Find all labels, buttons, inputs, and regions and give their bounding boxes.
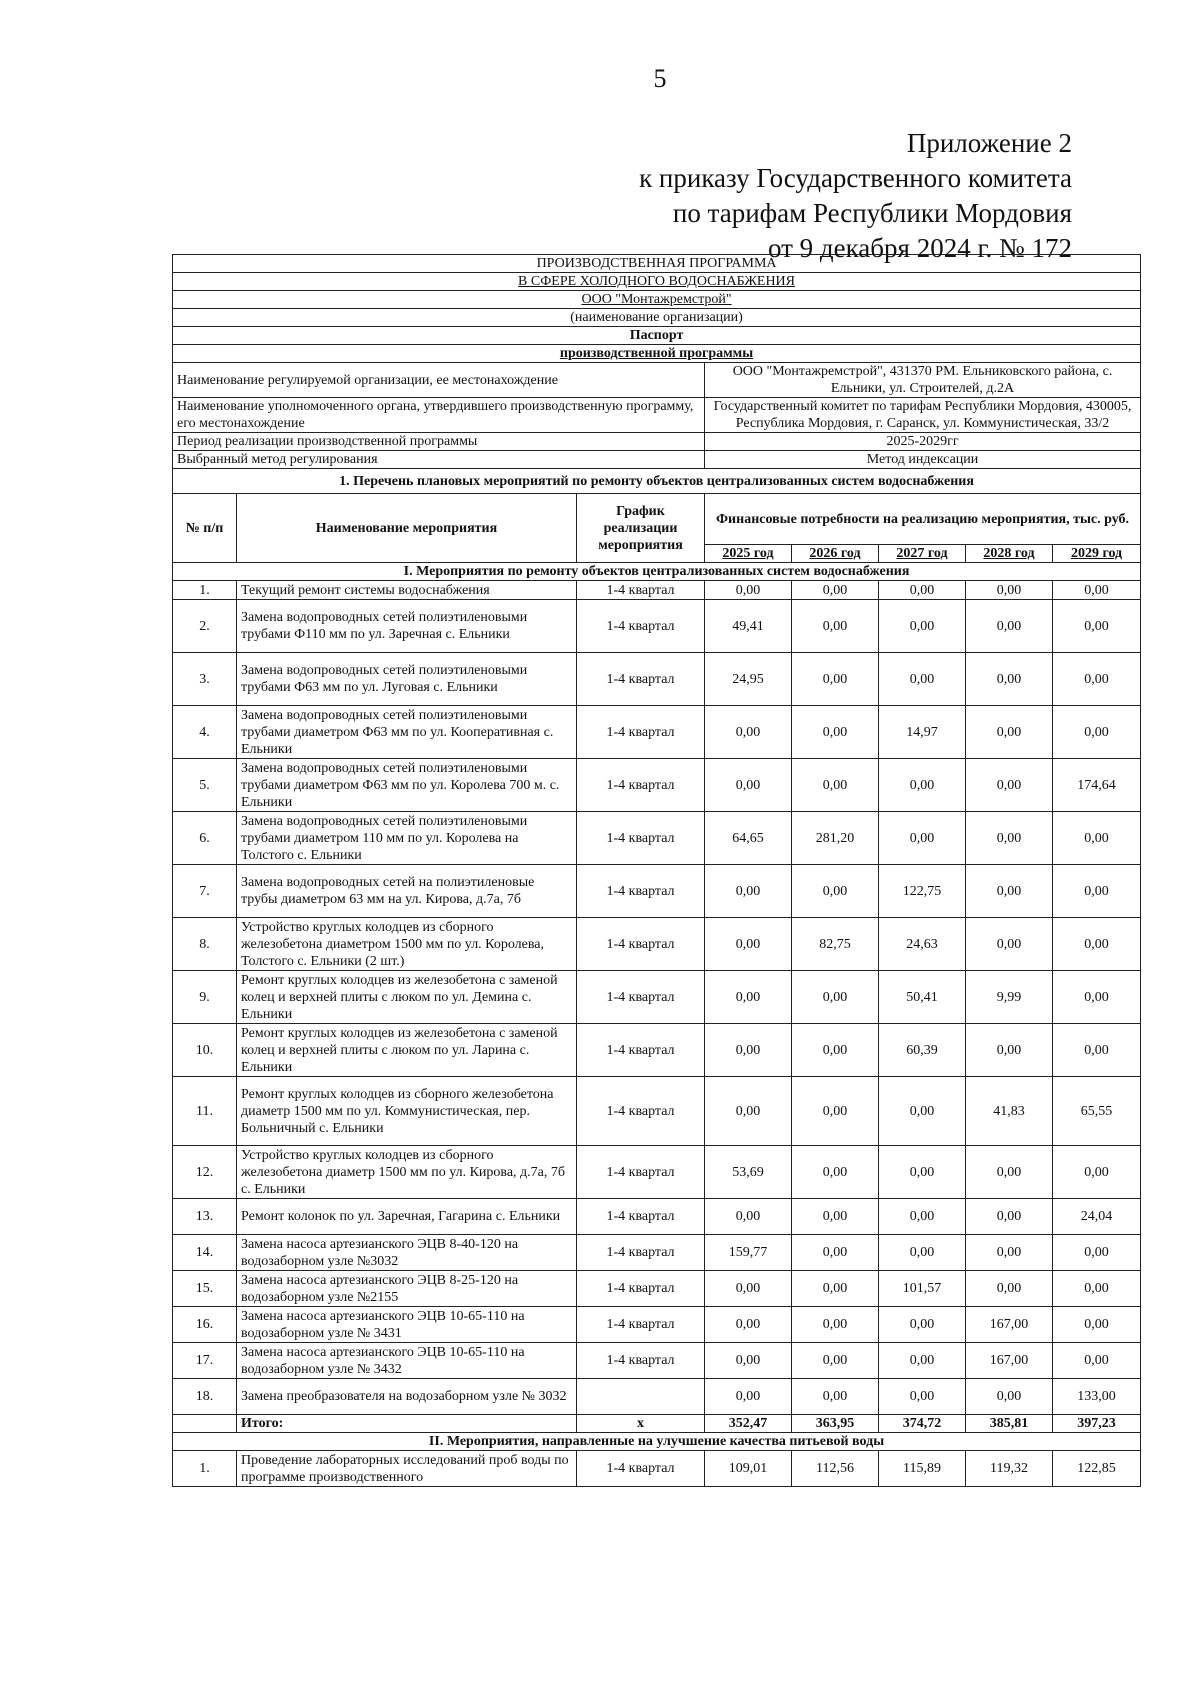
row-value: 0,00 <box>792 706 879 759</box>
row-schedule: 1-4 квартал <box>577 1146 705 1199</box>
row-value: 0,00 <box>879 600 966 653</box>
row-schedule: 1-4 квартал <box>577 1307 705 1343</box>
passport-value-period: 2025-2029гг <box>705 433 1141 451</box>
passport-label-period: Период реализации производственной программы <box>173 433 705 451</box>
row-value: 0,00 <box>705 706 792 759</box>
row-value: 0,00 <box>879 1235 966 1271</box>
row-value: 133,00 <box>1053 1379 1141 1415</box>
row-schedule: 1-4 квартал <box>577 1077 705 1146</box>
table-row <box>173 918 1141 971</box>
row-value: 0,00 <box>966 1024 1053 1077</box>
total-value: 374,72 <box>879 1415 966 1433</box>
row-number: 16. <box>173 1307 237 1343</box>
row-schedule: 1-4 квартал <box>577 1235 705 1271</box>
row-number: 8. <box>173 918 237 971</box>
row-value: 0,00 <box>879 653 966 706</box>
passport-value-authority: Государственный комитет по тарифам Республики Мордовия, 430005, Республика Мордовия, г. Саранск, ул. Коммунистическая, 33/2 <box>705 398 1141 433</box>
row-value: 0,00 <box>966 1199 1053 1235</box>
row-activity-name: Замена насоса артезианского ЭЦВ 8-25-120 на водозаборном узле №2155 <box>237 1271 577 1307</box>
row-value: 0,00 <box>1053 812 1141 865</box>
row-number: 11. <box>173 1077 237 1146</box>
row-activity-name: Ремонт круглых колодцев из железобетона с заменой колец и верхней плиты с люком по ул. Демина с. Ельники <box>237 971 577 1024</box>
row-schedule: 1-4 квартал <box>577 759 705 812</box>
row-activity-name: Замена водопроводных сетей полиэтиленовыми трубами Ф110 мм по ул. Заречная с. Ельники <box>237 600 577 653</box>
table-row <box>173 759 1141 812</box>
row-value: 60,39 <box>879 1024 966 1077</box>
row-value: 0,00 <box>1053 706 1141 759</box>
row-value: 0,00 <box>792 1146 879 1199</box>
production-program-table <box>172 254 1141 1487</box>
row-number: 2. <box>173 600 237 653</box>
row-value: 24,95 <box>705 653 792 706</box>
row-number: 17. <box>173 1343 237 1379</box>
row-value: 0,00 <box>792 1343 879 1379</box>
row-value: 9,99 <box>966 971 1053 1024</box>
program-title-1: ПРОИЗВОДСТВЕННАЯ ПРОГРАММА <box>173 255 1141 273</box>
row-number: 9. <box>173 971 237 1024</box>
row-value: 65,55 <box>1053 1077 1141 1146</box>
table-row <box>173 865 1141 918</box>
row-value: 0,00 <box>1053 1235 1141 1271</box>
table-row <box>173 1379 1141 1415</box>
row-value: 0,00 <box>1053 918 1141 971</box>
row-value: 0,00 <box>879 1343 966 1379</box>
row-schedule: 1-4 квартал <box>577 1199 705 1235</box>
row-value: 0,00 <box>1053 1024 1141 1077</box>
table-row <box>173 1451 1141 1487</box>
row-schedule: 1-4 квартал <box>577 1024 705 1077</box>
table-row <box>173 706 1141 759</box>
table-row <box>173 581 1141 600</box>
table-row <box>173 653 1141 706</box>
table-row <box>173 1199 1141 1235</box>
row-value: 0,00 <box>792 1271 879 1307</box>
appendix-header <box>639 126 1072 266</box>
row-value: 0,00 <box>966 653 1053 706</box>
row-value: 0,00 <box>966 581 1053 600</box>
row-value: 0,00 <box>792 1235 879 1271</box>
row-activity-name: Ремонт колонок по ул. Заречная, Гагарина с. Ельники <box>237 1199 577 1235</box>
row-schedule: 1-4 квартал <box>577 865 705 918</box>
col-header-year: 2027 год <box>879 545 966 563</box>
row-value: 0,00 <box>705 581 792 600</box>
passport-title: Паспорт <box>173 327 1141 345</box>
table-row <box>173 812 1141 865</box>
row-schedule: 1-4 квартал <box>577 653 705 706</box>
part-1-title: I. Мероприятия по ремонту объектов централизованных систем водоснабжения <box>173 563 1141 581</box>
row-value: 0,00 <box>1053 971 1141 1024</box>
appendix-line-2: к приказу Государственного комитета <box>639 163 1072 193</box>
row-value: 0,00 <box>879 1379 966 1415</box>
row-activity-name: Замена водопроводных сетей полиэтиленовыми трубами Ф63 мм по ул. Луговая с. Ельники <box>237 653 577 706</box>
row-value: 0,00 <box>792 600 879 653</box>
row-value: 0,00 <box>792 1307 879 1343</box>
row-number: 13. <box>173 1199 237 1235</box>
row-value: 112,56 <box>792 1451 879 1487</box>
row-activity-name: Замена водопроводных сетей полиэтиленовыми трубами диаметром Ф63 мм по ул. Кооперативная с. Ельники <box>237 706 577 759</box>
col-header-name: Наименование мероприятия <box>237 494 577 563</box>
row-value: 49,41 <box>705 600 792 653</box>
organization-caption: (наименование организации) <box>173 309 1141 327</box>
table-row <box>173 1307 1141 1343</box>
col-header-year: 2029 год <box>1053 545 1141 563</box>
row-value: 0,00 <box>966 812 1053 865</box>
row-value: 0,00 <box>705 759 792 812</box>
row-number: 14. <box>173 1235 237 1271</box>
row-activity-name: Замена водопроводных сетей на полиэтиленовые трубы диаметром 63 мм на ул. Кирова, д.7а, 7б <box>237 865 577 918</box>
row-schedule: 1-4 квартал <box>577 812 705 865</box>
row-schedule: 1-4 квартал <box>577 600 705 653</box>
row-value: 174,64 <box>1053 759 1141 812</box>
row-value: 0,00 <box>792 759 879 812</box>
row-value: 0,00 <box>879 1146 966 1199</box>
row-schedule: 1-4 квартал <box>577 581 705 600</box>
row-value: 0,00 <box>1053 1271 1141 1307</box>
col-header-year: 2028 год <box>966 545 1053 563</box>
row-value: 0,00 <box>879 759 966 812</box>
row-value: 115,89 <box>879 1451 966 1487</box>
page-number: 5 <box>653 64 667 93</box>
row-value: 24,63 <box>879 918 966 971</box>
row-value: 82,75 <box>792 918 879 971</box>
row-schedule: 1-4 квартал <box>577 918 705 971</box>
passport-subtitle: производственной программы <box>173 345 1141 363</box>
row-value: 0,00 <box>1053 600 1141 653</box>
row-number: 12. <box>173 1146 237 1199</box>
row-value: 0,00 <box>879 1199 966 1235</box>
row-activity-name: Замена преобразователя на водозаборном узле № 3032 <box>237 1379 577 1415</box>
row-value: 0,00 <box>705 1379 792 1415</box>
row-value: 0,00 <box>966 1235 1053 1271</box>
row-value: 0,00 <box>792 865 879 918</box>
row-value: 0,00 <box>792 1379 879 1415</box>
row-value: 0,00 <box>1053 581 1141 600</box>
appendix-line-3: по тарифам Республики Мордовия <box>672 198 1072 228</box>
row-value: 0,00 <box>705 865 792 918</box>
row-value: 0,00 <box>879 1307 966 1343</box>
row-value: 24,04 <box>1053 1199 1141 1235</box>
passport-label-org: Наименование регулируемой организации, ее местонахождение <box>173 363 705 398</box>
row-value: 0,00 <box>705 1077 792 1146</box>
row-value: 122,75 <box>879 865 966 918</box>
row-value: 0,00 <box>966 918 1053 971</box>
row-value: 0,00 <box>966 865 1053 918</box>
row-activity-name: Проведение лабораторных исследований проб воды по программе производственного <box>237 1451 577 1487</box>
table-row <box>173 1343 1141 1379</box>
row-value: 0,00 <box>792 971 879 1024</box>
row-value: 64,65 <box>705 812 792 865</box>
row-activity-name: Замена насоса артезианского ЭЦВ 8-40-120 на водозаборном узле №3032 <box>237 1235 577 1271</box>
row-value: 0,00 <box>792 1199 879 1235</box>
row-value: 0,00 <box>1053 653 1141 706</box>
row-value: 41,83 <box>966 1077 1053 1146</box>
row-activity-name: Устройство круглых колодцев из сборного железобетона диаметр 1500 мм по ул. Кирова, д.7а, 7б с. Ельники <box>237 1146 577 1199</box>
row-value: 0,00 <box>879 812 966 865</box>
col-header-schedule: График реализации мероприятия <box>577 494 705 563</box>
row-schedule: 1-4 квартал <box>577 971 705 1024</box>
row-value: 0,00 <box>792 581 879 600</box>
row-value: 0,00 <box>966 1146 1053 1199</box>
row-value: 0,00 <box>792 1024 879 1077</box>
row-activity-name: Ремонт круглых колодцев из железобетона с заменой колец и верхней плиты с люком по ул. Ларина с. Ельники <box>237 1024 577 1077</box>
row-value: 0,00 <box>966 1379 1053 1415</box>
col-header-year: 2026 год <box>792 545 879 563</box>
row-value: 53,69 <box>705 1146 792 1199</box>
row-value: 119,32 <box>966 1451 1053 1487</box>
row-number: 10. <box>173 1024 237 1077</box>
program-title-2: В СФЕРЕ ХОЛОДНОГО ВОДОСНАБЖЕНИЯ <box>173 273 1141 291</box>
total-value: 385,81 <box>966 1415 1053 1433</box>
total-value: 397,23 <box>1053 1415 1141 1433</box>
row-value: 0,00 <box>705 918 792 971</box>
row-number: 1. <box>173 1451 237 1487</box>
row-value: 0,00 <box>792 1077 879 1146</box>
table-row <box>173 1077 1141 1146</box>
table-row <box>173 1146 1141 1199</box>
col-header-year: 2025 год <box>705 545 792 563</box>
row-value: 0,00 <box>966 1271 1053 1307</box>
row-value: 109,01 <box>705 1451 792 1487</box>
row-value: 167,00 <box>966 1343 1053 1379</box>
row-value: 50,41 <box>879 971 966 1024</box>
row-number: 5. <box>173 759 237 812</box>
row-value: 14,97 <box>879 706 966 759</box>
total-value: 352,47 <box>705 1415 792 1433</box>
row-value: 101,57 <box>879 1271 966 1307</box>
table-row <box>173 1024 1141 1077</box>
row-number: 18. <box>173 1379 237 1415</box>
row-value: 167,00 <box>966 1307 1053 1343</box>
table-row <box>173 600 1141 653</box>
row-activity-name: Замена насоса артезианского ЭЦВ 10-65-110 на водозаборном узле № 3431 <box>237 1307 577 1343</box>
total-label: Итого: <box>237 1415 577 1433</box>
row-value: 0,00 <box>1053 1343 1141 1379</box>
appendix-line-1: Приложение 2 <box>906 128 1072 158</box>
row-number: 1. <box>173 581 237 600</box>
row-value: 0,00 <box>1053 865 1141 918</box>
row-value: 0,00 <box>966 706 1053 759</box>
row-value: 0,00 <box>705 971 792 1024</box>
passport-label-authority: Наименование уполномоченного органа, утвердившего производственную программу, его местонахождение <box>173 398 705 433</box>
row-value: 0,00 <box>705 1199 792 1235</box>
row-value: 159,77 <box>705 1235 792 1271</box>
col-header-finance: Финансовые потребности на реализацию мероприятия, тыс. руб. <box>705 494 1141 545</box>
row-value: 0,00 <box>792 653 879 706</box>
row-number: 4. <box>173 706 237 759</box>
row-number: 3. <box>173 653 237 706</box>
row-value: 0,00 <box>966 759 1053 812</box>
total-value: 363,95 <box>792 1415 879 1433</box>
part-2-title: II. Мероприятия, направленные на улучшение качества питьевой воды <box>173 1433 1141 1451</box>
row-activity-name: Ремонт круглых колодцев из сборного железобетона диаметр 1500 мм по ул. Коммунистическая, пер. Больничный с. Ельники <box>237 1077 577 1146</box>
row-activity-name: Текущий ремонт системы водоснабжения <box>237 581 577 600</box>
table-row <box>173 971 1141 1024</box>
row-value: 0,00 <box>705 1271 792 1307</box>
row-number: 15. <box>173 1271 237 1307</box>
row-value: 0,00 <box>1053 1307 1141 1343</box>
table-row <box>173 1235 1141 1271</box>
organization-name: ООО "Монтажремстрой" <box>173 291 1141 309</box>
section-1-title: 1. Перечень плановых мероприятий по ремонту объектов централизованных систем водоснабжения <box>173 469 1141 494</box>
row-value: 0,00 <box>705 1343 792 1379</box>
row-schedule: 1-4 квартал <box>577 1271 705 1307</box>
row-number: 7. <box>173 865 237 918</box>
row-value: 0,00 <box>966 600 1053 653</box>
table-row <box>173 1271 1141 1307</box>
row-value: 0,00 <box>879 1077 966 1146</box>
passport-value-org: ООО "Монтажремстрой", 431370 РМ. Ельниковского района, с. Ельники, ул. Строителей, д.2А <box>705 363 1141 398</box>
row-value: 281,20 <box>792 812 879 865</box>
col-header-num: № п/п <box>173 494 237 563</box>
row-number: 6. <box>173 812 237 865</box>
row-value: 122,85 <box>1053 1451 1141 1487</box>
row-schedule: 1-4 квартал <box>577 706 705 759</box>
row-value: 0,00 <box>705 1307 792 1343</box>
total-schedule: x <box>577 1415 705 1433</box>
row-activity-name: Замена насоса артезианского ЭЦВ 10-65-110 на водозаборном узле № 3432 <box>237 1343 577 1379</box>
passport-label-method: Выбранный метод регулирования <box>173 451 705 469</box>
row-activity-name: Замена водопроводных сетей полиэтиленовыми трубами диаметром 110 мм по ул. Королева на Толстого с. Ельники <box>237 812 577 865</box>
row-value: 0,00 <box>705 1024 792 1077</box>
row-schedule: 1-4 квартал <box>577 1343 705 1379</box>
row-activity-name: Замена водопроводных сетей полиэтиленовыми трубами диаметром Ф63 мм по ул. Королева 700 м. с. Ельники <box>237 759 577 812</box>
row-value: 0,00 <box>1053 1146 1141 1199</box>
row-activity-name: Устройство круглых колодцев из сборного железобетона диаметром 1500 мм по ул. Королева, Толстого с. Ельники (2 шт.) <box>237 918 577 971</box>
row-schedule <box>577 1379 705 1415</box>
passport-value-method: Метод индексации <box>705 451 1141 469</box>
appendix-line-4: от 9 декабря 2024 г. № 172 <box>767 233 1072 263</box>
row-value: 0,00 <box>879 581 966 600</box>
row-schedule: 1-4 квартал <box>577 1451 705 1487</box>
